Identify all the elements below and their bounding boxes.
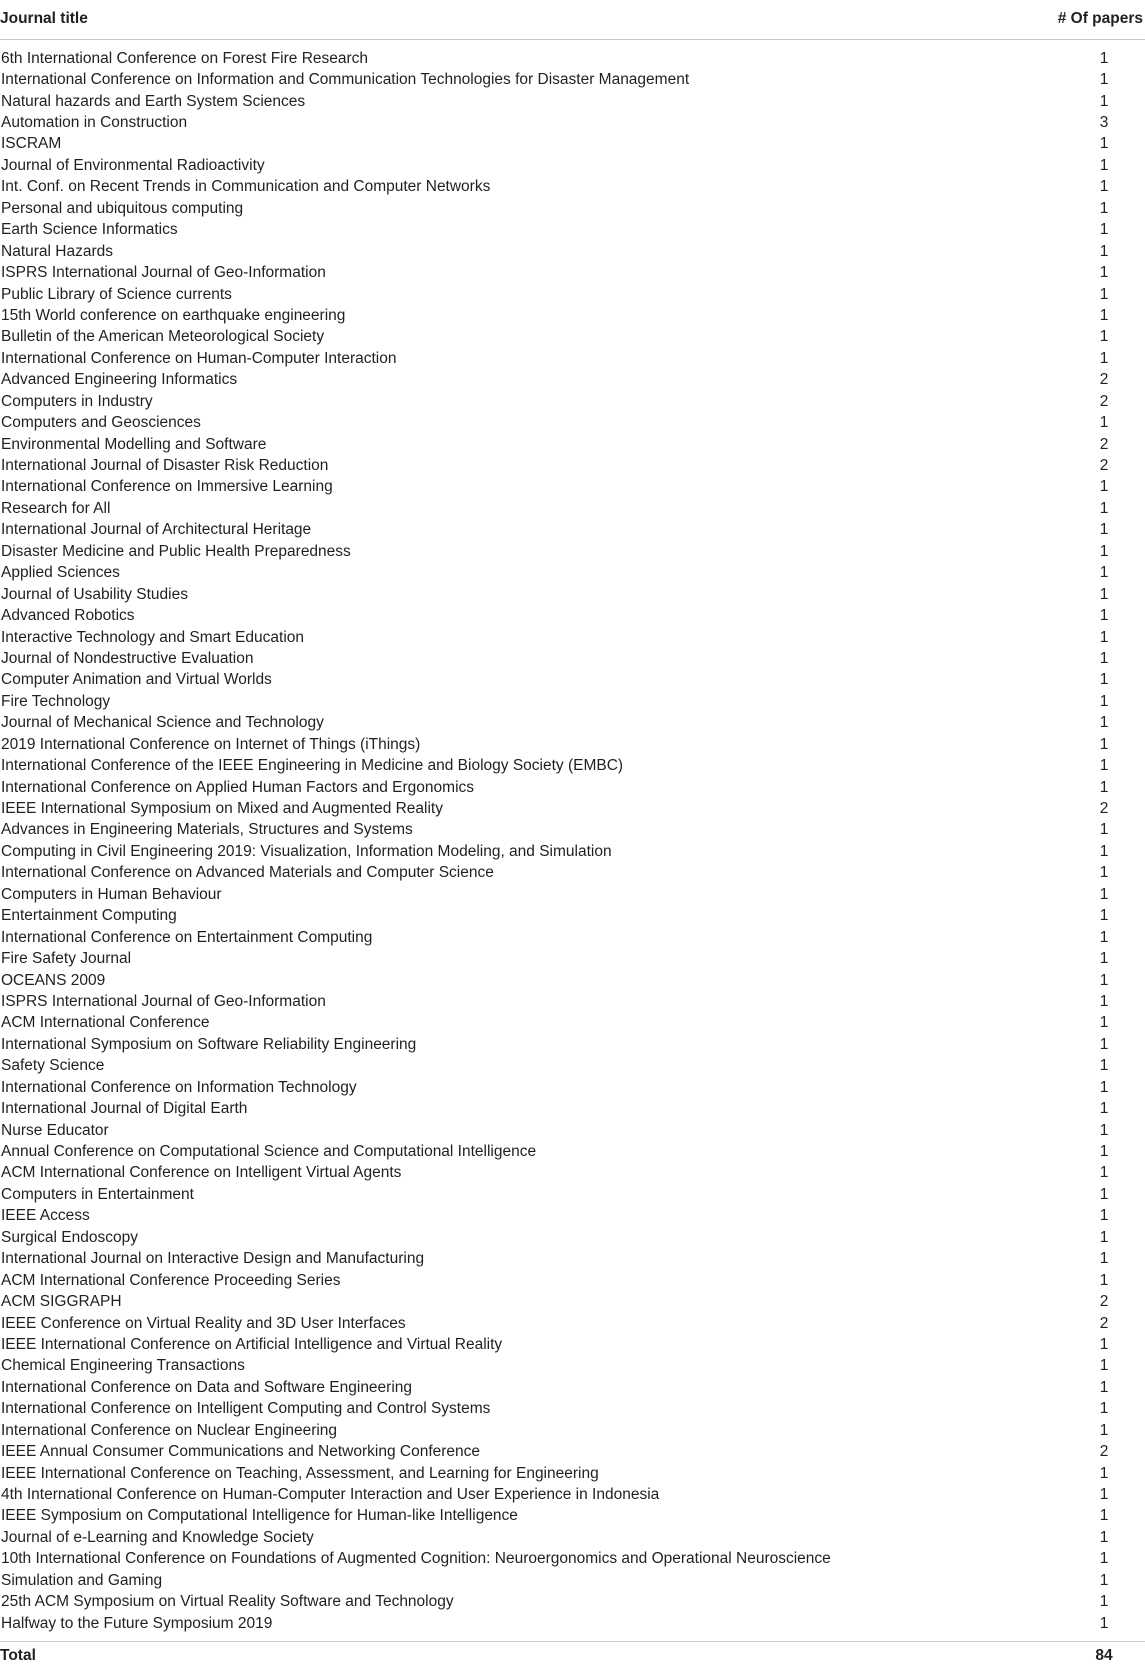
- paper-count-cell: 2: [1099, 1314, 1109, 1332]
- table-row: [0, 241, 1145, 262]
- column-header-journal-title: Journal title: [0, 9, 88, 27]
- paper-count-cell: 1: [1099, 1164, 1109, 1182]
- journal-title-cell: Journal of Usability Studies: [1, 585, 188, 603]
- total-row: [0, 1641, 1145, 1665]
- journal-title-cell: Environmental Modelling and Software: [1, 435, 267, 453]
- journal-title-cell: Applied Sciences: [1, 564, 120, 582]
- table-row: [0, 477, 1145, 498]
- table-row: [0, 755, 1145, 776]
- table-row: [0, 948, 1145, 969]
- total-label: Total: [0, 1647, 36, 1664]
- journal-title-cell: International Conference of the IEEE Engineering in Medicine and Biology Society (EMBC): [1, 757, 624, 775]
- paper-count-cell: 1: [1099, 1464, 1109, 1482]
- table-row: [0, 412, 1145, 433]
- table-row: [0, 1399, 1145, 1420]
- paper-count-cell: 2: [1099, 371, 1109, 389]
- table-row: [0, 498, 1145, 519]
- paper-count-cell: 1: [1099, 1250, 1109, 1268]
- journal-title-cell: International Symposium on Software Reliability Engineering: [1, 1035, 417, 1053]
- paper-count-cell: 1: [1099, 178, 1109, 196]
- paper-count-cell: 3: [1099, 114, 1109, 132]
- journal-title-cell: International Conference on Nuclear Engineering: [1, 1421, 338, 1439]
- table-row: [0, 713, 1145, 734]
- table-row: [0, 584, 1145, 605]
- table-row: [0, 91, 1145, 112]
- journal-title-cell: IEEE Conference on Virtual Reality and 3D User Interfaces: [1, 1314, 406, 1332]
- table-row: [0, 391, 1145, 412]
- paper-count-cell: 1: [1099, 1486, 1109, 1504]
- paper-count-cell: 1: [1099, 135, 1109, 153]
- table-row: [0, 1098, 1145, 1119]
- paper-count-cell: 1: [1099, 1228, 1109, 1246]
- table-row: [0, 734, 1145, 755]
- journal-title-cell: 6th International Conference on Forest Fire Research: [1, 49, 369, 67]
- paper-count-cell: 1: [1099, 1614, 1109, 1632]
- paper-count-cell: 1: [1099, 885, 1109, 903]
- table-row: [0, 134, 1145, 155]
- table-row: [0, 1034, 1145, 1055]
- paper-count-cell: 1: [1099, 735, 1109, 753]
- journal-title-cell: 4th International Conference on Human-Computer Interaction and User Experience in Indonesia: [1, 1486, 660, 1504]
- journal-title-cell: Fire Technology: [1, 692, 111, 710]
- journal-title-cell: International Conference on Information Technology: [1, 1078, 357, 1096]
- journal-title-cell: Public Library of Science currents: [1, 285, 232, 303]
- journal-title-cell: Fire Safety Journal: [1, 950, 132, 968]
- paper-count-cell: 1: [1099, 907, 1109, 925]
- paper-count-cell: 1: [1099, 542, 1109, 560]
- journal-title-cell: Entertainment Computing: [1, 907, 177, 925]
- paper-count-cell: 1: [1099, 1035, 1109, 1053]
- paper-count-cell: 1: [1099, 242, 1109, 260]
- table-header: [0, 0, 1145, 40]
- paper-count-cell: 1: [1099, 285, 1109, 303]
- paper-count-cell: 2: [1099, 435, 1109, 453]
- journal-title-cell: International Conference on Advanced Materials and Computer Science: [1, 864, 494, 882]
- table-row: [0, 1613, 1145, 1634]
- table-row: [0, 1549, 1145, 1570]
- paper-count-cell: 1: [1099, 1421, 1109, 1439]
- journal-title-cell: International Conference on Entertainment Computing: [1, 928, 373, 946]
- table-row: [0, 605, 1145, 626]
- journal-title-cell: Personal and ubiquitous computing: [1, 199, 244, 217]
- journal-title-cell: Journal of Environmental Radioactivity: [1, 156, 265, 174]
- paper-count-cell: 1: [1099, 1078, 1109, 1096]
- table-row: [0, 155, 1145, 176]
- paper-count-cell: 1: [1099, 757, 1109, 775]
- paper-count-cell: 1: [1099, 1571, 1109, 1589]
- journal-title-cell: Journal of Nondestructive Evaluation: [1, 649, 254, 667]
- paper-count-cell: 1: [1099, 992, 1109, 1010]
- journal-title-cell: IEEE International Conference on Artificial Intelligence and Virtual Reality: [1, 1335, 503, 1353]
- journal-title-cell: International Conference on Immersive Learning: [1, 478, 333, 496]
- journal-title-cell: Advances in Engineering Materials, Structures and Systems: [1, 821, 413, 839]
- journal-title-cell: International Conference on Information and Communication Technologies for Disaster Management: [1, 71, 690, 89]
- journal-title-cell: Advanced Engineering Informatics: [1, 371, 238, 389]
- table-row: [0, 1356, 1145, 1377]
- journal-title-cell: IEEE Access: [1, 1207, 90, 1225]
- table-row: [0, 1377, 1145, 1398]
- table-row: [0, 906, 1145, 927]
- table-row: [0, 1420, 1145, 1441]
- table-row: [0, 284, 1145, 305]
- table-row: [0, 841, 1145, 862]
- table-row: [0, 648, 1145, 669]
- table-row: [0, 1441, 1145, 1462]
- table-row: [0, 1227, 1145, 1248]
- journal-title-cell: Computers and Geosciences: [1, 414, 201, 432]
- table-row: [0, 220, 1145, 241]
- journal-title-cell: Earth Science Informatics: [1, 221, 178, 239]
- table-row: [0, 1120, 1145, 1141]
- journal-title-cell: Journal of Mechanical Science and Technology: [1, 714, 324, 732]
- paper-count-cell: 2: [1099, 457, 1109, 475]
- journal-title-cell: ISPRS International Journal of Geo-Information: [1, 992, 326, 1010]
- table-row: [0, 1291, 1145, 1312]
- table-row: [0, 1056, 1145, 1077]
- table-row: [0, 1184, 1145, 1205]
- paper-count-cell: 1: [1099, 1143, 1109, 1161]
- table-row: [0, 798, 1145, 819]
- table-row: [0, 777, 1145, 798]
- journal-title-cell: IEEE International Conference on Teaching, Assessment, and Learning for Engineering: [1, 1464, 599, 1482]
- paper-count-cell: 1: [1099, 1528, 1109, 1546]
- table-row: [0, 1077, 1145, 1098]
- journal-title-cell: Natural Hazards: [1, 242, 113, 260]
- journal-title-cell: 2019 International Conference on Internet of Things (iThings): [1, 735, 421, 753]
- journal-title-cell: IEEE Symposium on Computational Intelligence for Human-like Intelligence: [1, 1507, 518, 1525]
- table-row: [0, 198, 1145, 219]
- journal-title-cell: Research for All: [1, 499, 111, 517]
- paper-count-cell: 1: [1099, 1550, 1109, 1568]
- table-row: [0, 434, 1145, 455]
- journal-title-cell: ACM International Conference: [1, 1014, 210, 1032]
- paper-count-cell: 1: [1099, 1357, 1109, 1375]
- paper-count-cell: 2: [1099, 1443, 1109, 1461]
- paper-count-cell: 1: [1099, 564, 1109, 582]
- journal-title-cell: Computers in Entertainment: [1, 1185, 194, 1203]
- table-row: [0, 112, 1145, 133]
- journal-title-cell: International Journal of Digital Earth: [1, 1100, 248, 1118]
- paper-count-cell: 1: [1099, 71, 1109, 89]
- paper-count-cell: 1: [1099, 199, 1109, 217]
- table-row: [0, 520, 1145, 541]
- paper-count-cell: 1: [1099, 607, 1109, 625]
- paper-count-cell: 1: [1099, 585, 1109, 603]
- journal-title-cell: Automation in Construction: [1, 114, 188, 132]
- paper-count-cell: 2: [1099, 392, 1109, 410]
- table-row: [0, 670, 1145, 691]
- paper-count-cell: 1: [1099, 49, 1109, 67]
- paper-count-cell: 1: [1099, 521, 1109, 539]
- table-body: [0, 48, 1145, 1634]
- table-row: [0, 991, 1145, 1012]
- journal-title-cell: 15th World conference on earthquake engineering: [1, 306, 346, 324]
- table-row: [0, 627, 1145, 648]
- journal-title-cell: International Conference on Data and Software Engineering: [1, 1378, 413, 1396]
- table-row: [0, 1527, 1145, 1548]
- journal-title-cell: Chemical Engineering Transactions: [1, 1357, 245, 1375]
- table-row: [0, 1270, 1145, 1291]
- paper-count-cell: 1: [1099, 1593, 1109, 1611]
- table-row: [0, 970, 1145, 991]
- paper-count-cell: 1: [1099, 478, 1109, 496]
- journal-title-cell: ACM International Conference on Intelligent Virtual Agents: [1, 1164, 402, 1182]
- paper-count-cell: 1: [1099, 692, 1109, 710]
- journal-title-cell: ISCRAM: [1, 135, 62, 153]
- journal-title-cell: Surgical Endoscopy: [1, 1228, 138, 1246]
- journal-title-cell: Bulletin of the American Meteorological Society: [1, 328, 325, 346]
- paper-count-cell: 1: [1099, 92, 1109, 110]
- journal-title-cell: Disaster Medicine and Public Health Preparedness: [1, 542, 351, 560]
- journal-title-cell: Computers in Industry: [1, 392, 153, 410]
- journal-title-cell: Nurse Educator: [1, 1121, 109, 1139]
- journal-title-cell: International Journal on Interactive Design and Manufacturing: [1, 1250, 425, 1268]
- paper-count-cell: 1: [1099, 1014, 1109, 1032]
- journal-title-cell: International Conference on Applied Human Factors and Ergonomics: [1, 778, 475, 796]
- journal-title-cell: Simulation and Gaming: [1, 1571, 163, 1589]
- paper-count-cell: 1: [1099, 1400, 1109, 1418]
- paper-count-cell: 2: [1099, 800, 1109, 818]
- journal-title-cell: Computing in Civil Engineering 2019: Visualization, Information Modeling, and Simulation: [1, 842, 612, 860]
- paper-count-cell: 1: [1099, 950, 1109, 968]
- paper-count-cell: 2: [1099, 1293, 1109, 1311]
- paper-count-cell: 1: [1099, 1207, 1109, 1225]
- paper-count-cell: 1: [1099, 264, 1109, 282]
- table-row: [0, 370, 1145, 391]
- paper-count-cell: 1: [1099, 306, 1109, 324]
- paper-count-cell: 1: [1099, 1378, 1109, 1396]
- paper-count-cell: 1: [1099, 821, 1109, 839]
- paper-count-cell: 1: [1099, 971, 1109, 989]
- journal-title-cell: Halfway to the Future Symposium 2019: [1, 1614, 273, 1632]
- paper-count-cell: 1: [1099, 1057, 1109, 1075]
- journal-title-cell: ACM SIGGRAPH: [1, 1293, 122, 1311]
- paper-count-cell: 1: [1099, 714, 1109, 732]
- total-count: 84: [1095, 1647, 1113, 1664]
- journal-title-cell: Journal of e-Learning and Knowledge Society: [1, 1528, 314, 1546]
- table-row: [0, 820, 1145, 841]
- journal-title-cell: IEEE Annual Consumer Communications and Networking Conference: [1, 1443, 481, 1461]
- journal-title-cell: 10th International Conference on Foundations of Augmented Cognition: Neuroergonomics and Operational Neuroscience: [1, 1550, 831, 1568]
- table-row: [0, 327, 1145, 348]
- journal-title-cell: International Conference on Human-Computer Interaction: [1, 349, 397, 367]
- table-row: [0, 1334, 1145, 1355]
- paper-count-cell: 1: [1099, 349, 1109, 367]
- paper-count-cell: 1: [1099, 1507, 1109, 1525]
- paper-count-cell: 1: [1099, 328, 1109, 346]
- table-row: [0, 863, 1145, 884]
- table-row: [0, 1313, 1145, 1334]
- table-row: [0, 1013, 1145, 1034]
- paper-count-cell: 1: [1099, 778, 1109, 796]
- paper-count-cell: 1: [1099, 414, 1109, 432]
- table-row: [0, 1570, 1145, 1591]
- table-row: [0, 1506, 1145, 1527]
- paper-count-cell: 1: [1099, 842, 1109, 860]
- journal-title-cell: Computers in Human Behaviour: [1, 885, 222, 903]
- journal-title-cell: International Conference on Intelligent Computing and Control Systems: [1, 1400, 491, 1418]
- table-row: [0, 48, 1145, 69]
- table-row: [0, 884, 1145, 905]
- paper-count-cell: 1: [1099, 1271, 1109, 1289]
- column-header-paper-count: # Of papers: [1057, 9, 1143, 27]
- table-row: [0, 1463, 1145, 1484]
- paper-count-cell: 1: [1099, 156, 1109, 174]
- table-row: [0, 305, 1145, 326]
- paper-count-cell: 1: [1099, 628, 1109, 646]
- table-row: [0, 1484, 1145, 1505]
- paper-count-cell: 1: [1099, 1335, 1109, 1353]
- journal-title-cell: 25th ACM Symposium on Virtual Reality Software and Technology: [1, 1593, 454, 1611]
- paper-count-cell: 1: [1099, 499, 1109, 517]
- paper-count-cell: 1: [1099, 1100, 1109, 1118]
- table-row: [0, 262, 1145, 283]
- journal-title-cell: OCEANS 2009: [1, 971, 106, 989]
- journal-title-cell: IEEE International Symposium on Mixed and Augmented Reality: [1, 800, 443, 818]
- journal-title-cell: Advanced Robotics: [1, 607, 135, 625]
- paper-count-cell: 1: [1099, 671, 1109, 689]
- journal-title-cell: Safety Science: [1, 1057, 105, 1075]
- table-row: [0, 1206, 1145, 1227]
- table-row: [0, 1163, 1145, 1184]
- table-row: [0, 541, 1145, 562]
- paper-count-cell: 1: [1099, 864, 1109, 882]
- journal-title-cell: Annual Conference on Computational Science and Computational Intelligence: [1, 1143, 537, 1161]
- table-row: [0, 348, 1145, 369]
- journal-title-cell: Interactive Technology and Smart Education: [1, 628, 305, 646]
- paper-count-cell: 1: [1099, 1121, 1109, 1139]
- paper-count-cell: 1: [1099, 928, 1109, 946]
- journal-title-cell: ISPRS International Journal of Geo-Information: [1, 264, 326, 282]
- paper-count-cell: 1: [1099, 1185, 1109, 1203]
- table-row: [0, 927, 1145, 948]
- paper-count-cell: 1: [1099, 649, 1109, 667]
- journal-title-cell: International Journal of Disaster Risk Reduction: [1, 457, 329, 475]
- table-row: [0, 1141, 1145, 1162]
- journal-title-cell: Natural hazards and Earth System Sciences: [1, 92, 306, 110]
- journal-title-cell: Computer Animation and Virtual Worlds: [1, 671, 272, 689]
- table-row: [0, 563, 1145, 584]
- table-row: [0, 177, 1145, 198]
- table-row: [0, 69, 1145, 90]
- paper-count-cell: 1: [1099, 221, 1109, 239]
- journal-title-cell: Int. Conf. on Recent Trends in Communication and Computer Networks: [1, 178, 491, 196]
- journal-title-cell: ACM International Conference Proceeding Series: [1, 1271, 341, 1289]
- table-row: [0, 455, 1145, 476]
- table-row: [0, 1592, 1145, 1613]
- journal-title-cell: International Journal of Architectural Heritage: [1, 521, 312, 539]
- table-row: [0, 1249, 1145, 1270]
- table-row: [0, 691, 1145, 712]
